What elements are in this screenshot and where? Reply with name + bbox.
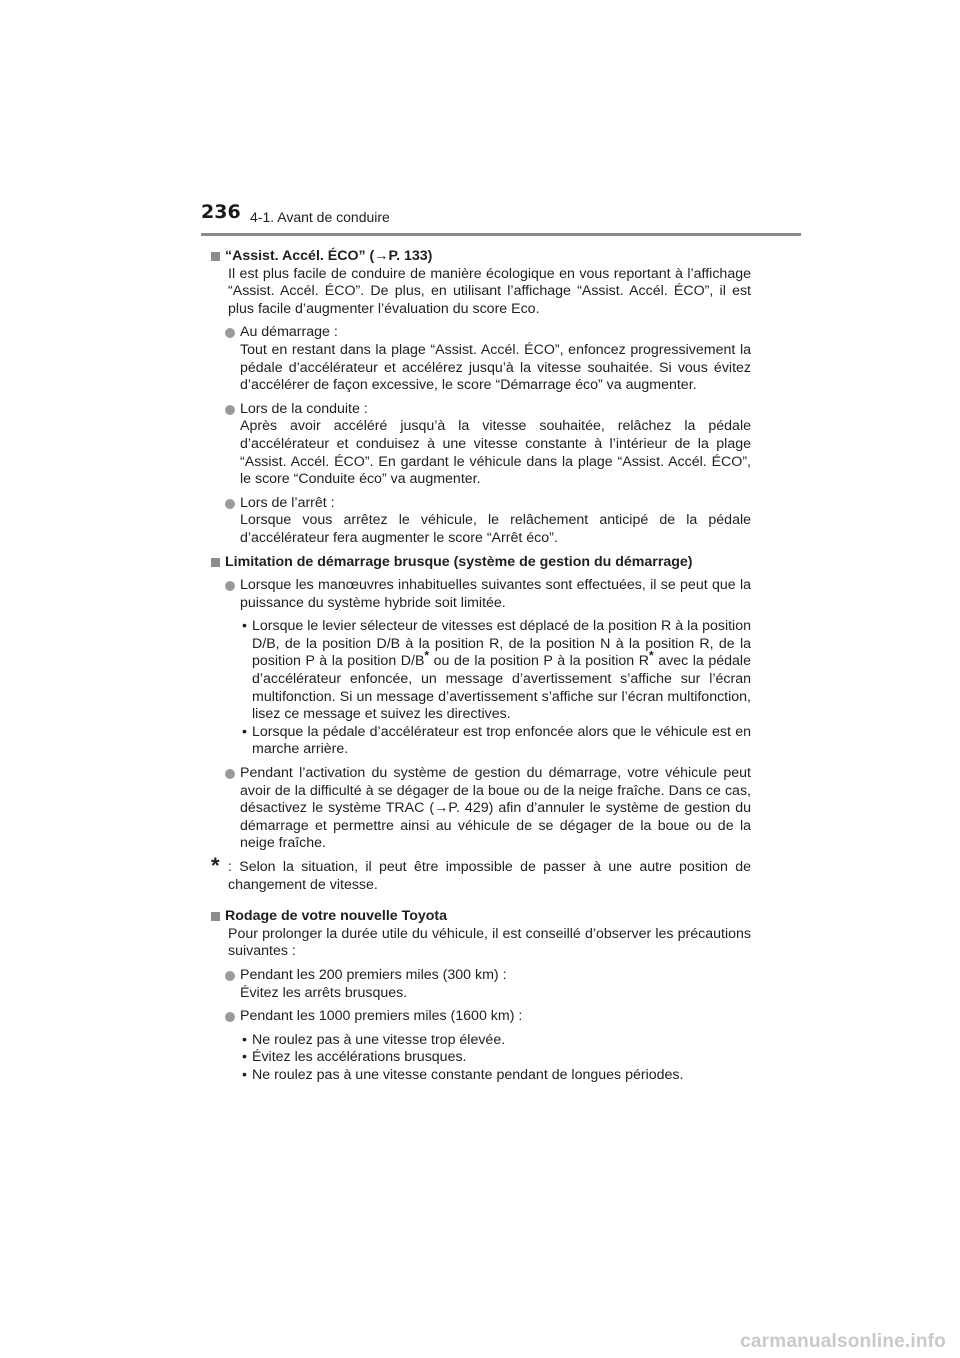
sub-bullet-icon: • — [242, 723, 247, 740]
bullet-item-stopping — [211, 495, 751, 548]
page-content — [211, 242, 751, 1085]
circle-bullet-icon — [225, 499, 235, 509]
circle-bullet-icon — [225, 405, 235, 415]
bullet-text: Évitez les arrêts brusques. — [240, 984, 408, 1001]
bullet-lead: Lors de l’arrêt : — [240, 494, 335, 511]
section-heading-break-in — [211, 908, 751, 926]
bullet-item-first-1000-miles — [211, 1008, 751, 1026]
section-intro: Pour prolonger la durée utile du véhicule, il est conseillé d’observer les précautions suivantes : — [228, 925, 751, 960]
bullet-lead: Au démarrage : — [240, 324, 338, 341]
footnote-star-icon: * — [424, 648, 430, 663]
circle-bullet-icon — [225, 769, 235, 779]
circle-bullet-icon — [225, 328, 235, 338]
sub-text-part: Lorsque le levier sélecteur de vitesses est déplacé de la position R à la position D/B, de la position D/B à la position R, de la position N à la position R, de la position P à la position D/B — [252, 618, 751, 670]
square-bullet-icon — [211, 252, 220, 261]
bullet-lead: Lors de la conduite : — [240, 400, 368, 417]
bullet-lead: Pendant les 1000 premiers miles (1600 km) : — [240, 1008, 523, 1025]
bullet-item-start — [211, 324, 751, 394]
sub-text: Ne roulez pas à une vitesse constante pendant de longues périodes. — [252, 1066, 684, 1083]
sub-bullet-icon: • — [242, 1049, 247, 1066]
footnote-star-icon: * — [211, 853, 220, 878]
bullet-item-driving — [211, 401, 751, 489]
section-heading-start-control — [211, 554, 751, 572]
circle-bullet-icon — [225, 1012, 235, 1022]
sub-text: Ne roulez pas à une vitesse trop élevée. — [252, 1031, 506, 1048]
section-heading-eco-assist — [211, 248, 751, 266]
footnote-star-icon: * — [648, 648, 654, 663]
sub-item-reverse — [211, 724, 751, 759]
bullet-text: Tout en restant dans la plage “Assist. Accél. ÉCO”, enfoncez progressivement la pédale d’accélérateur et accélérez jusqu’à la vitesse souhaitée. Si vous évitez d’accélérer de façon excessive, le score “Démarrage éco” va augmenter. — [240, 341, 751, 394]
footnote-text: : Selon la situation, il peut être impossible de passer à une autre position de changement de vitesse. — [228, 859, 751, 893]
watermark-text: carmanualsonline.info — [740, 1331, 946, 1352]
footnote — [211, 853, 751, 894]
header-divider — [201, 233, 801, 236]
section-intro: Il est plus facile de conduire de manière écologique en vous reportant à l’affichage “Assist. Accél. ÉCO”. De plus, en utilisant l’affichage “Assist. Accél. ÉCO”, il est plus facile d’augmenter l’évaluation du score Eco. — [228, 265, 751, 317]
bullet-lead: Pendant les 200 premiers miles (300 km) : — [240, 966, 507, 983]
bullet-text: Après avoir accéléré jusqu’à la vitesse souhaitée, relâchez la pédale d’accélérateur et conduisez à une vitesse constante à l’intérieur de la plage “Assist. Accél. ÉCO”. En gardant le véhicule dans la plage “Assist. Accél. ÉCO”, le score “Conduite éco” va augmenter. — [240, 418, 751, 488]
page-number: 236 — [201, 201, 241, 223]
circle-bullet-icon — [225, 971, 235, 981]
sub-text-part: avec la pédale d’accélérateur enfoncée, un message d’avertissement s’affiche sur l’écran multifonction. Si un message d’avertissement s’affiche sur l’écran multifonction, lisez ce message et suivez les directives. — [252, 653, 751, 723]
sub-bullet-icon: • — [242, 618, 247, 635]
sub-bullet-icon: • — [242, 1066, 247, 1083]
bullet-text: Lorsque vous arrêtez le véhicule, le relâchement anticipé de la pédale d’accélérateur fera augmenter le score “Arrêt éco”. — [240, 512, 751, 546]
sub-item-speed — [211, 1032, 751, 1050]
bullet-item-first-200-miles — [211, 967, 751, 1002]
sub-bullet-icon: • — [242, 1031, 247, 1048]
section-title: “Assist. Accél. ÉCO” (→P. 133) — [225, 248, 433, 264]
chapter-title: 4-1. Avant de conduire — [250, 209, 390, 225]
sub-item-acceleration — [211, 1049, 751, 1067]
sub-text: Lorsque la pédale d’accélérateur est trop enfoncée alors que le véhicule est en marche arrière. — [252, 723, 751, 758]
section-title: Limitation de démarrage brusque (système de gestion du démarrage) — [225, 553, 693, 570]
sub-item-shift-lever — [211, 618, 751, 724]
bullet-text: Pendant l’activation du système de gestion du démarrage, votre véhicule peut avoir de la difficulté à se dégager de la boue ou de la neige fraîche. Dans ce cas, désactivez le système TRAC (→P. 429) afin d’annuler le système de gestion du démarrage et permettre ainsi au véhicule de se dégager de la boue ou de la neige fraîche. — [240, 765, 751, 852]
sub-text: Évitez les accélérations brusques. — [252, 1049, 467, 1066]
sub-text-part: ou de la position P à la position R — [429, 653, 649, 670]
sub-item-constant-speed — [211, 1067, 751, 1085]
bullet-item-mud-snow — [211, 765, 751, 853]
page-header — [0, 0, 960, 240]
square-bullet-icon — [211, 912, 220, 921]
circle-bullet-icon — [225, 581, 235, 591]
square-bullet-icon — [211, 558, 220, 567]
bullet-item-unusual-operations — [211, 577, 751, 612]
bullet-text: Lorsque les manœuvres inhabituelles suivantes sont effectuées, il se peut que la puissance du système hybride soit limitée. — [240, 577, 751, 611]
section-title: Rodage de votre nouvelle Toyota — [225, 908, 448, 925]
